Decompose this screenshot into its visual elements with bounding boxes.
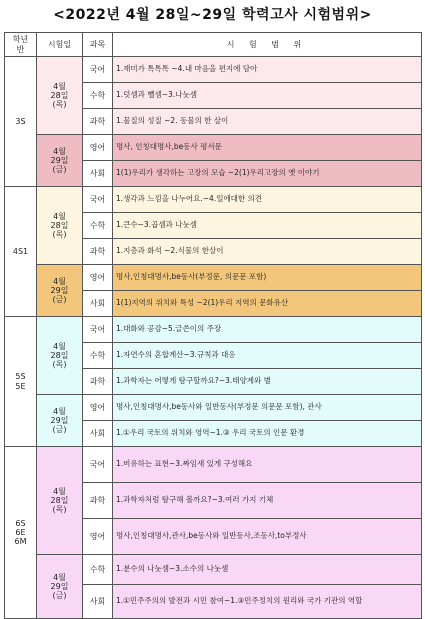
header-range: 시 험 범 위 bbox=[113, 33, 422, 57]
range-cell: 명사,인칭대명사,be동사(부정문, 의문문 포함) bbox=[113, 265, 422, 291]
table-row bbox=[5, 395, 422, 421]
date-cell: 4월 28일 (목) bbox=[37, 187, 83, 265]
subject-cell: 과학 bbox=[83, 109, 113, 135]
range-cell: 1(1)우리가 생각하는 고장의 모습 ~2(1)우리고장의 옛 이야기 bbox=[113, 161, 422, 187]
table-row bbox=[5, 317, 422, 343]
table-row bbox=[5, 187, 422, 213]
range-cell: 1.지층과 화석 ~2.식물의 한살이 bbox=[113, 239, 422, 265]
range-cell: 1.분수의 나눗셈~3.소수의 나눗셈 bbox=[113, 555, 422, 585]
page-title: <2022년 4월 28일~29일 학력고사 시험범위> bbox=[53, 7, 372, 23]
range-cell: 1.덧셈과 뺄셈~3.나눗셈 bbox=[113, 83, 422, 109]
range-cell: 1.재미가 톡톡톡 ~4.내 마음을 편지에 담아 bbox=[113, 57, 422, 83]
subject-cell: 국어 bbox=[83, 187, 113, 213]
subject-cell: 과학 bbox=[83, 483, 113, 519]
range-cell: 1.큰수~3.곱셈과 나눗셈 bbox=[113, 213, 422, 239]
range-cell: 1.생각과 느낌을 나누어요.~4.일에대한 의견 bbox=[113, 187, 422, 213]
range-cell: 명사, 인칭대명사,be동사 평서문 bbox=[113, 135, 422, 161]
grade-cell: 6S 6E 6M bbox=[5, 447, 37, 619]
subject-cell: 사회 bbox=[83, 585, 113, 619]
subject-cell: 수학 bbox=[83, 555, 113, 585]
subject-cell: 수학 bbox=[83, 343, 113, 369]
subject-cell: 영어 bbox=[83, 519, 113, 555]
table-row bbox=[5, 447, 422, 483]
table-row bbox=[5, 57, 422, 83]
header-row bbox=[5, 33, 422, 57]
subject-cell: 사회 bbox=[83, 161, 113, 187]
subject-cell: 수학 bbox=[83, 83, 113, 109]
subject-cell: 사회 bbox=[83, 291, 113, 317]
range-cell: 명사,인칭대명사,be동사와 일반동사(부정문 의문문 포함), 관사 bbox=[113, 395, 422, 421]
date-cell: 4월 29일 (금) bbox=[37, 265, 83, 317]
range-cell: 1.①우리 국토의 위치와 영역~1.③ 우리 국토의 인문 환경 bbox=[113, 421, 422, 447]
table-row bbox=[5, 135, 422, 161]
range-cell: 1.①민주주의의 발전과 시민 참여~1.③민주정치의 원리와 국가 기관의 역할 bbox=[113, 585, 422, 619]
subject-cell: 영어 bbox=[83, 395, 113, 421]
subject-cell: 영어 bbox=[83, 265, 113, 291]
date-cell: 4월 29일 (금) bbox=[37, 555, 83, 619]
date-cell: 4월 28일 (목) bbox=[37, 447, 83, 555]
grade-cell: 5S 5E bbox=[5, 317, 37, 447]
exam-schedule-table bbox=[4, 32, 422, 619]
subject-cell: 영어 bbox=[83, 135, 113, 161]
grade-cell: 4S1 bbox=[5, 187, 37, 317]
subject-cell: 국어 bbox=[83, 57, 113, 83]
range-cell: 1(1)지역의 위치와 특성 ~2(1)우리 지역의 문화유산 bbox=[113, 291, 422, 317]
subject-cell: 과학 bbox=[83, 239, 113, 265]
subject-cell: 수학 bbox=[83, 213, 113, 239]
range-cell: 1.자연수의 혼합계산~3.규칙과 대응 bbox=[113, 343, 422, 369]
range-cell: 1.대화와 공감~5.글쓴이의 주장 bbox=[113, 317, 422, 343]
grade-cell: 3S bbox=[5, 57, 37, 187]
table-row bbox=[5, 555, 422, 585]
header-subject: 과목 bbox=[83, 33, 113, 57]
date-cell: 4월 28일 (목) bbox=[37, 317, 83, 395]
date-cell: 4월 29일 (금) bbox=[37, 135, 83, 187]
subject-cell: 국어 bbox=[83, 447, 113, 483]
subject-cell: 국어 bbox=[83, 317, 113, 343]
date-cell: 4월 28일 (목) bbox=[37, 57, 83, 135]
range-cell: 1.비유하는 표현~3.짜임새 있게 구성해요 bbox=[113, 447, 422, 483]
header-date: 시험일 bbox=[37, 33, 83, 57]
schedule-body bbox=[5, 57, 422, 619]
subject-cell: 과학 bbox=[83, 369, 113, 395]
range-cell: 1.과학자처럼 탐구해 볼까요?~3.여러 가지 기체 bbox=[113, 483, 422, 519]
table-row bbox=[5, 265, 422, 291]
header-grade: 학년 반 bbox=[5, 33, 37, 57]
range-cell: 1.과학자는 어떻게 탐구할까요?~3.태양계와 별 bbox=[113, 369, 422, 395]
range-cell: 명사,인칭대명사,관사,be동사와 일반동사,조동사,to부정사 bbox=[113, 519, 422, 555]
range-cell: 1.물질의 성질 ~2. 동물의 한 살이 bbox=[113, 109, 422, 135]
date-cell: 4월 29일 (금) bbox=[37, 395, 83, 447]
subject-cell: 사회 bbox=[83, 421, 113, 447]
